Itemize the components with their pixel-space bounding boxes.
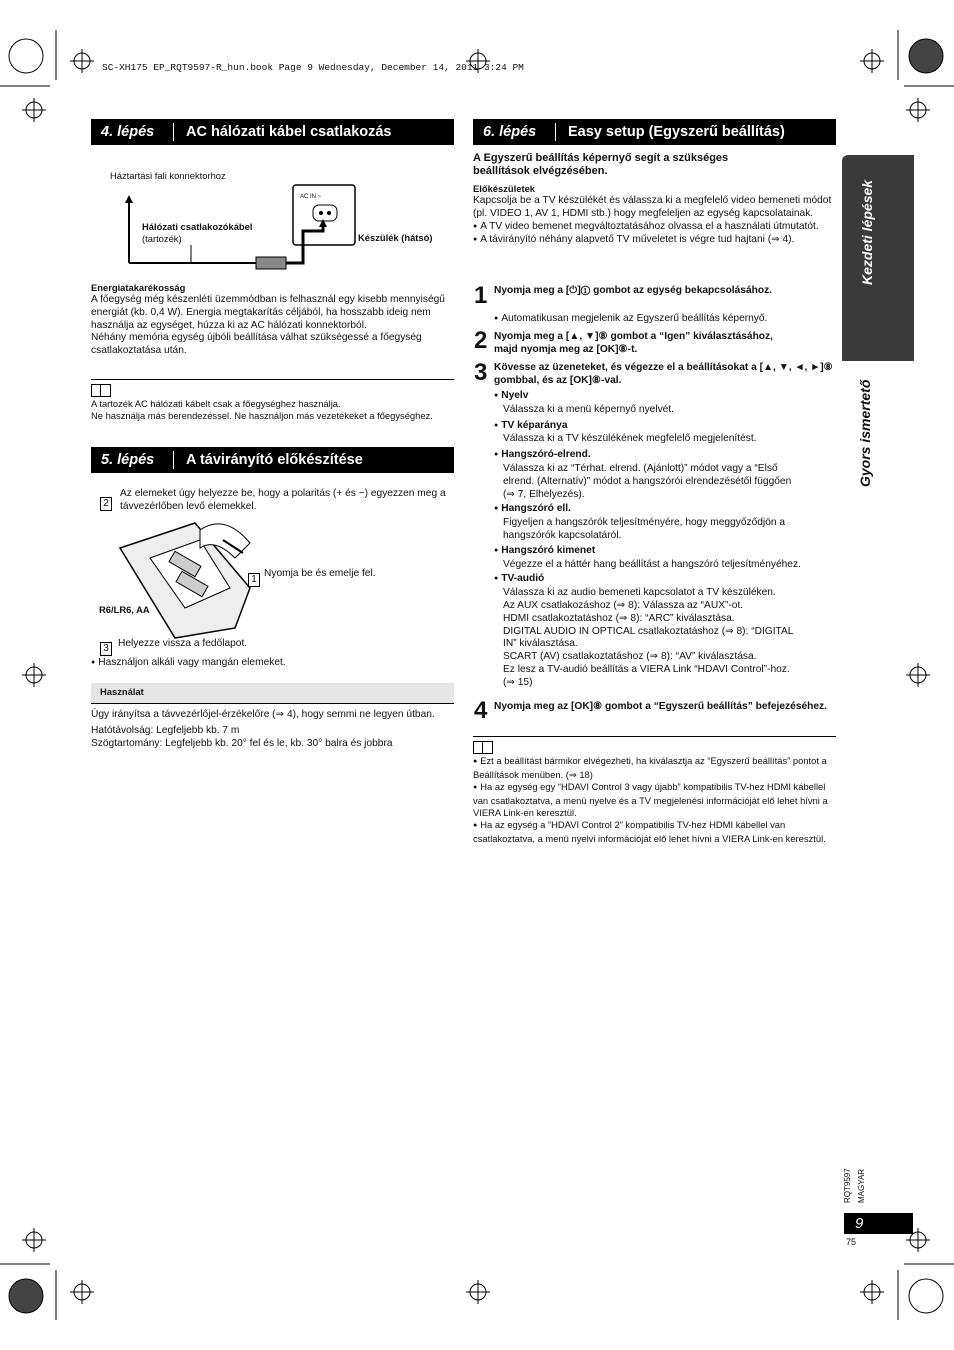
usage-line-3: Szögtartomány: Legfeljebb kb. 20° fel és le, kb. 30° balra és jobbra <box>91 737 393 749</box>
side-tab-label: Kezdeti lépések <box>859 179 875 285</box>
ac-cable-diagram <box>91 145 454 285</box>
step-2-text: Az elemeket úgy helyezze be, hogy a polaritás (+ és −) egyezzen meg a távvezérlőben levő elemekkel. <box>120 488 446 512</box>
prep-title: Előkészületek <box>473 183 536 194</box>
note-2: ● Ha az egység egy “HDAVI Control 3 vagy újabb” kompatibilis TV-hez HDMI kábellel van csatlakoztatva, a menü nyelve és a TV megjelenési információját elő lehet hívni a VIERA Link-en keresztül. <box>473 781 833 819</box>
section-4-header <box>91 119 454 145</box>
wall-outlet-label: Háztartási fali konnektorhoz <box>110 170 226 181</box>
step-1-text: Nyomja be és emelje fel. <box>264 568 376 579</box>
note-1: ● Ezt a beállítást bármikor elvégezheti, ha kiválasztja az “Egyszerű beállítás” pontot a Beállítások menüben. (⇒ 18) <box>473 755 833 781</box>
item-label-tv-audio: ● TV-audió <box>494 573 834 587</box>
ac-in-label: AC IN ~ <box>300 194 322 200</box>
section-4-title: AC hálózati kábel csatlakozás <box>186 124 392 140</box>
setup-items-list <box>494 390 834 690</box>
note-1: A tartozék AC hálózati kábelt csak a főegységhez használja. <box>91 398 341 409</box>
item-label-hangszoro-kimenet: ● Hangszóró kimenet <box>494 545 834 559</box>
item-line: (⇒ 7, Elhelyezés). <box>503 488 585 500</box>
item-line: IN” kiválasztása. <box>503 638 578 650</box>
remote-battery-drawing <box>115 518 255 643</box>
item-label-hangszoro-ell: ● Hangszóró ell. <box>494 503 834 517</box>
battery-bullet: ● Használjon alkáli vagy mangán elemeket. <box>91 657 286 671</box>
cable-drawing <box>91 145 454 285</box>
item-label-nyelv: ● Nyelv <box>494 390 834 404</box>
cable-sub-label: (tartozék) <box>142 233 182 244</box>
divider <box>473 736 836 737</box>
usage-block <box>91 709 454 750</box>
item-label-tv-kepararanya: ● TV képaránya <box>494 420 834 434</box>
item-line: Válassza ki az audio bemeneti kapcsolatot a TV készüléken. <box>503 587 776 599</box>
item-line: Válassza ki a TV készülékének megfelelő megjelenítést. <box>503 433 757 445</box>
usage-line-2: Hatótávolság: Legfeljebb kb. 7 m <box>91 724 240 736</box>
item-line: elrend. (Alternatív)” módot a hangszórói elrendezésétől függően <box>503 475 792 487</box>
section-5-step: 5. lépés <box>101 452 155 468</box>
prep-bullet-1: ● A TV video bemenet megváltoztatásához olvassa el a használati útmutatót. <box>473 221 836 235</box>
divider <box>91 379 454 380</box>
prep-text: Kapcsolja be a TV készülékét és válassza ki a megfelelő video bemeneti módot (pl. VIDEO 1, AV 1, HDMI stb.) hogy megfeleljen az egység kapcsolatainak. <box>473 195 832 219</box>
step-4-number: 4 <box>474 697 488 724</box>
step-4-title: Nyomja meg az [OK]⑧ gombot a “Egyszerű beállítás” befejezéséhez. <box>494 701 827 712</box>
item-line: (⇒ 15) <box>503 676 533 688</box>
cable-label: Hálózati csatlakozókábel <box>142 221 253 232</box>
prep-block <box>473 195 836 248</box>
step-2-box: 2 <box>100 493 112 511</box>
step-3-number: 3 <box>474 359 488 386</box>
item-line: HDMI csatlakoztatáshoz (⇒ 8): “ARC” kiválasztása. <box>503 612 735 624</box>
usage-line-1: Úgy irányítsa a távvezérlőjel-érzékelőre (⇒ 4), hogy semmi ne legyen útban. <box>91 709 435 720</box>
note-2: Ne használja más berendezéssel. Ne használjon más vezetékeket a főegységhez. <box>91 410 433 421</box>
easy-setup-intro: A Egyszerű beállítás képernyő segít a szükséges beállítások elvégzésében. <box>473 152 729 177</box>
step-1-bullet: ● Automatikusan megjelenik az Egyszerű beállítás képernyő. <box>494 313 767 327</box>
item-line: DIGITAL AUDIO IN OPTICAL csatlakoztatáshoz (⇒ 8): “DIGITAL <box>503 625 794 637</box>
sec4-notes <box>91 398 454 422</box>
header-divider <box>173 451 174 469</box>
guide-label: Gyors ismertető <box>857 379 873 487</box>
item-line: Végezze el a háttér hang beállítást a hangszóró teljesítményéhez. <box>503 558 801 570</box>
prep-bullet-2: ● A távirányító néhány alapvető TV műveletet is végre tud hajtani (⇒ 4). <box>473 234 836 248</box>
item-line: Figyeljen a hangszórók teljesítményére, hogy meggyőződjön a <box>503 517 786 529</box>
step-3-box: 3 <box>100 638 112 656</box>
step-3-text: Helyezze vissza a fedőlapot. <box>118 638 248 649</box>
item-line: Ez lesz a TV-audió beállítás a VIERA Link “HDAVI Control”-hoz. <box>503 663 790 675</box>
item-line: Válassza ki a menü képernyő nyelvét. <box>503 403 675 415</box>
step-1-title: Nyomja meg a [⏻]① gombot az egység bekapcsolásához. <box>494 285 773 296</box>
note-3: ● Ha az egység a “HDAVI Control 2” kompatibilis TV-hez HDMI kábellel van csatlakoztatva, a menü nyelvi információját elő lehet hívni a VIERA Link-en keresztül. <box>473 819 833 845</box>
item-line: Az AUX csatlakozáshoz (⇒ 8): Válassza az “AUX”-ot. <box>503 599 744 611</box>
energy-title: Energiatakarékosság <box>91 282 186 293</box>
item-line: SCART (AV) csatlakoztatáshoz (⇒ 8): “AV” kiválasztása. <box>503 651 757 663</box>
item-line: hangszórók kapcsolatáról. <box>503 529 622 541</box>
usage-title: Használat <box>100 686 144 697</box>
section-6-title: Easy setup (Egyszerű beállítás) <box>568 124 785 140</box>
header-divider <box>173 123 174 141</box>
energy-text-2: Néhány memória egység újbóli beállítása válhat szükségessé a főegység csatlakoztatása után. <box>91 332 422 357</box>
device-rear-label: Készülék (hátsó) <box>358 232 433 243</box>
energy-text: A főegység még készenléti üzemmódban is felhasznál egy kisebb mennyiségű energiát (kb. 0,4 W). Energia megtakarítás céljából, ha hosszabb ideig nem használja az egységet, húzza ki az AC hálózati konnektorból. <box>91 294 445 331</box>
sec6-notes <box>473 755 833 845</box>
page-number: 9 <box>855 1215 864 1232</box>
section-4-step: 4. lépés <box>101 124 155 140</box>
page-number-box <box>844 1213 913 1234</box>
step-1-number: 1 <box>474 282 488 309</box>
step-1-box: 1 <box>248 569 260 587</box>
section-5-title: A távirányító előkészítése <box>186 452 363 468</box>
book-header-line: SC-XH175 EP_RQT9597-R_hun.book Page 9 Wednesday, December 14, 2011 3:24 PM <box>102 62 524 73</box>
side-tab <box>842 155 914 361</box>
item-line: Válassza ki az “Térhat. elrend. (Ajánlott)” módot vagy a “Első <box>503 462 778 474</box>
section-6-step: 6. lépés <box>483 124 537 140</box>
language-label: MAGYAR <box>857 1168 866 1203</box>
section-5-header <box>91 447 454 473</box>
usage-header <box>91 683 454 704</box>
step-2-title: Nyomja meg a [▲, ▼]⑧ gombot a “Igen” kiválasztásához, majd nyomja meg az [OK]⑧-t. <box>494 331 773 355</box>
item-label-hangszoro-elrend: ● Hangszóró-elrend. <box>494 449 834 463</box>
section-6-header <box>473 119 836 145</box>
battery-type-label: R6/LR6, AA <box>99 604 150 615</box>
energy-block <box>91 282 454 358</box>
page-number-small: 75 <box>846 1237 857 1247</box>
header-divider <box>555 123 556 141</box>
step-2-number: 2 <box>474 327 488 354</box>
step-3-title: Kövesse az üzeneteket, és végezze el a beállításokat a [▲, ▼, ◄, ►]⑧ gombbal, és az [OK]⑧-val. <box>494 362 833 386</box>
doc-code: RQT9597 <box>843 1168 852 1203</box>
